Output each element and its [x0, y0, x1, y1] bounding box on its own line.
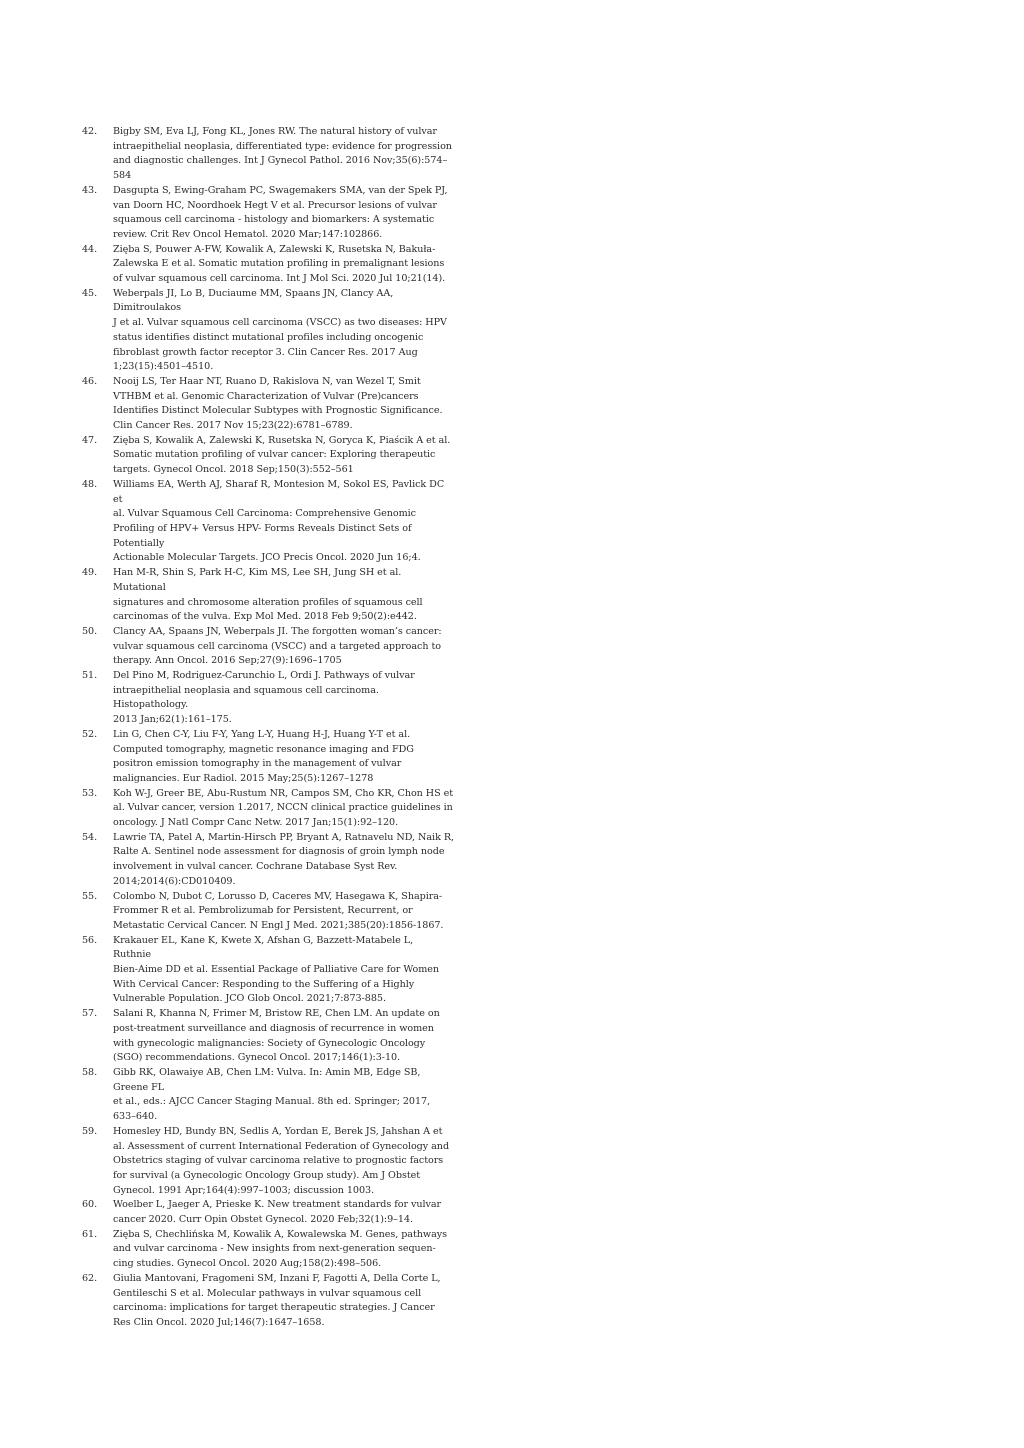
reference-text	[113, 831, 454, 890]
reference-line: 2013 Jan;62(1):161–175.	[113, 714, 232, 726]
reference-number: 49.	[82, 567, 98, 579]
reference-item	[82, 890, 454, 934]
reference-line: Gibb RK, Olawaiye AB, Chen LM: Vulva. In: Amin MB, Edge SB, Greene FL	[113, 1067, 421, 1093]
reference-text	[113, 243, 454, 287]
reference-item	[82, 566, 454, 625]
reference-line: malignancies. Eur Radiol. 2015 May;25(5):1267–1278	[113, 772, 374, 784]
reference-line: Actionable Molecular Targets. JCO Precis Oncol. 2020 Jun 16;4.	[113, 552, 421, 564]
reference-list	[82, 125, 454, 1331]
reference-line: Bigby SM, Eva LJ, Fong KL, Jones RW. The natural history of vulvar	[113, 126, 437, 137]
reference-item	[82, 669, 454, 728]
reference-line: Bien-Aime DD et al. Essential Package of Palliative Care for Women	[113, 964, 440, 976]
reference-line: Ralte A. Sentinel node assessment for diagnosis of groin lymph node	[113, 846, 445, 858]
reference-line: positron emission tomography in the management of vulvar	[113, 758, 402, 770]
reference-line: Clancy AA, Spaans JN, Weberpals JI. The forgotten woman’s cancer:	[113, 625, 442, 637]
reference-item	[82, 728, 454, 787]
reference-number: 44.	[82, 243, 98, 255]
reference-line: Weberpals JI, Lo B, Duciaume MM, Spaans JN, Clancy AA, Dimitroulakos	[113, 287, 394, 314]
reference-line: VTHBM et al. Genomic Characterization of Vulvar (Pre)cancers	[113, 390, 419, 402]
reference-line: signatures and chromosome alteration profiles of squamous cell	[113, 596, 423, 608]
reference-line: of vulvar squamous cell carcinoma. Int J Mol Sci. 2020 Jul 10;21(14).	[113, 273, 446, 285]
reference-line: post-treatment surveillance and diagnosis of recurrence in women	[113, 1022, 434, 1034]
reference-line: and diagnostic challenges. Int J Gynecol Pathol. 2016 Nov;35(6):574–584	[113, 155, 448, 182]
reference-line: Dasgupta S, Ewing-Graham PC, Swagemakers SMA, van der Spek PJ,	[113, 184, 448, 196]
reference-line: Profiling of HPV+ Versus HPV- Forms Reveals Distinct Sets of Potentially	[113, 522, 412, 549]
reference-number: 47.	[82, 434, 98, 446]
reference-text	[113, 1198, 454, 1227]
reference-text	[113, 728, 454, 787]
reference-line: squamous cell carcinoma - histology and biomarkers: A systematic	[113, 214, 435, 226]
reference-line: Zięba S, Chechlińska M, Kowalik A, Kowalewska M. Genes, pathways	[113, 1228, 447, 1240]
reference-line: review. Crit Rev Oncol Hematol. 2020 Mar;147:102866.	[113, 228, 383, 240]
reference-item	[82, 184, 454, 243]
reference-text	[113, 625, 454, 669]
reference-number: 58.	[82, 1067, 98, 1078]
reference-number: 56.	[82, 934, 98, 946]
reference-line: intraepithelial neoplasia and squamous cell carcinoma. Histopathology.	[113, 684, 379, 711]
reference-number: 59.	[82, 1125, 98, 1137]
reference-text	[113, 1272, 454, 1331]
reference-line: Krakauer EL, Kane K, Kwete X, Afshan G, Bazzett-Matabele L, Ruthnie	[113, 934, 414, 961]
reference-line: oncology. J Natl Compr Canc Netw. 2017 Jan;15(1):92–120.	[113, 817, 399, 829]
reference-line: Nooij LS, Ter Haar NT, Ruano D, Rakislova N, van Wezel T, Smit	[113, 375, 421, 387]
reference-text	[113, 669, 454, 728]
reference-line: 2014;2014(6):CD010409.	[113, 875, 236, 887]
reference-line: status identifies distinct mutational profiles including oncogenic	[113, 331, 424, 343]
reference-text	[113, 566, 454, 625]
reference-number: 55.	[82, 890, 98, 902]
reference-line: targets. Gynecol Oncol. 2018 Sep;150(3):552–561	[113, 464, 354, 476]
reference-number: 61.	[82, 1228, 98, 1240]
reference-number: 50.	[82, 625, 98, 637]
reference-line: Zięba S, Pouwer A-FW, Kowalik A, Zalewski K, Rusetska N, Bakuła-	[113, 243, 436, 255]
reference-item	[82, 1272, 454, 1331]
reference-text	[113, 184, 454, 243]
reference-line: Giulia Mantovani, Fragomeni SM, Inzani F, Fagotti A, Della Corte L,	[113, 1272, 441, 1284]
reference-line: Gentileschi S et al. Molecular pathways in vulvar squamous cell	[113, 1287, 422, 1299]
reference-text	[113, 1228, 454, 1272]
reference-text	[113, 125, 454, 184]
reference-line: carcinoma: implications for target therapeutic strategies. J Cancer	[113, 1302, 435, 1314]
reference-line: Clin Cancer Res. 2017 Nov 15;23(22):6781–6789.	[113, 420, 353, 432]
reference-line: Han M-R, Shin S, Park H-C, Kim MS, Lee SH, Jung SH et al. Mutational	[113, 567, 402, 593]
reference-line: Somatic mutation profiling of vulvar cancer: Exploring therapeutic	[113, 449, 436, 461]
reference-text	[113, 890, 454, 934]
reference-item	[82, 1125, 454, 1199]
reference-line: Lawrie TA, Patel A, Martin-Hirsch PP, Bryant A, Ratnavelu ND, Naik R,	[113, 831, 455, 843]
reference-line: involvement in vulval cancer. Cochrane Database Syst Rev.	[113, 861, 398, 873]
reference-item	[82, 1228, 454, 1272]
reference-line: carcinomas of the vulva. Exp Mol Med. 2018 Feb 9;50(2):e442.	[113, 611, 417, 623]
reference-line: vulvar squamous cell carcinoma (VSCC) and a targeted approach to	[113, 640, 442, 652]
reference-line: al. Vulvar cancer, version 1.2017, NCCN clinical practice guidelines in	[113, 802, 453, 814]
reference-line: Del Pino M, Rodriguez-Carunchio L, Ordi J. Pathways of vulvar	[113, 670, 415, 682]
reference-line: Zięba S, Kowalik A, Zalewski K, Rusetska N, Goryca K, Piaścik A et al.	[113, 434, 451, 446]
reference-number: 43.	[82, 184, 98, 196]
reference-line: Colombo N, Dubot C, Lorusso D, Caceres MV, Hasegawa K, Shapira-	[113, 890, 443, 902]
reference-line: Computed tomography, magnetic resonance imaging and FDG	[113, 743, 414, 755]
reference-line: Metastatic Cervical Cancer. N Engl J Med. 2021;385(20):1856-1867.	[113, 919, 444, 931]
reference-line: van Doorn HC, Noordhoek Hegt V et al. Precursor lesions of vulvar	[113, 199, 437, 211]
reference-line: Homesley HD, Bundy BN, Sedlis A, Yordan E, Berek JS, Jahshan A et	[113, 1125, 443, 1137]
reference-line: al. Assessment of current International Federation of Gynecology and	[113, 1140, 450, 1152]
reference-line: for survival (a Gynecologic Oncology Group study). Am J Obstet	[113, 1169, 421, 1181]
reference-number: 62.	[82, 1272, 98, 1284]
reference-text	[113, 787, 454, 831]
reference-item	[82, 625, 454, 669]
reference-item	[82, 1198, 454, 1227]
reference-text	[113, 287, 454, 375]
reference-item	[82, 375, 454, 434]
reference-text	[113, 934, 454, 1008]
reference-line: with gynecologic malignancies: Society of Gynecologic Oncology	[113, 1037, 426, 1049]
reference-number: 57.	[82, 1008, 98, 1020]
reference-item	[82, 243, 454, 287]
reference-line: (SGO) recommendations. Gynecol Oncol. 2017;146(1):3-10.	[113, 1052, 401, 1064]
reference-text	[113, 1007, 454, 1066]
reference-number: 54.	[82, 831, 98, 843]
reference-line: intraepithelial neoplasia, differentiated type: evidence for progression	[113, 140, 452, 152]
reference-line: Obstetrics staging of vulvar carcinoma relative to prognostic factors	[113, 1155, 444, 1167]
reference-line: et al., eds.: AJCC Cancer Staging Manual. 8th ed. Springer; 2017, 633–640.	[113, 1096, 431, 1123]
reference-number: 42.	[82, 126, 98, 137]
reference-line: fibroblast growth factor receptor 3. Clin Cancer Res. 2017 Aug	[113, 346, 418, 358]
reference-text	[113, 478, 454, 566]
reference-line: cing studies. Gynecol Oncol. 2020 Aug;158(2):498–506.	[113, 1258, 382, 1270]
reference-line: Lin G, Chen C-Y, Liu F-Y, Yang L-Y, Huang H-J, Huang Y-T et al.	[113, 728, 411, 740]
reference-line: Williams EA, Werth AJ, Sharaf R, Montesion M, Sokol ES, Pavlick DC et	[113, 478, 445, 505]
reference-item	[82, 934, 454, 1008]
reference-line: Zalewska E et al. Somatic mutation profiling in premalignant lesions	[113, 258, 445, 270]
reference-line: and vulvar carcinoma - New insights from next-generation sequen-	[113, 1243, 436, 1255]
reference-line: cancer 2020. Curr Opin Obstet Gynecol. 2020 Feb;32(1):9–14.	[113, 1214, 414, 1226]
reference-number: 51.	[82, 670, 98, 682]
reference-line: J et al. Vulvar squamous cell carcinoma (VSCC) as two diseases: HPV	[113, 317, 447, 329]
reference-line: therapy. Ann Oncol. 2016 Sep;27(9):1696–1705	[113, 655, 342, 667]
reference-item	[82, 434, 454, 478]
reference-number: 48.	[82, 478, 98, 490]
reference-item	[82, 478, 454, 566]
reference-line: 1;23(15):4501–4510.	[113, 361, 214, 373]
reference-number: 46.	[82, 375, 98, 387]
reference-line: Koh W-J, Greer BE, Abu-Rustum NR, Campos SM, Cho KR, Chon HS et	[113, 787, 454, 799]
reference-line: Identifies Distinct Molecular Subtypes with Prognostic Significance.	[113, 405, 443, 417]
reference-text	[113, 375, 454, 434]
reference-text	[113, 1066, 454, 1125]
reference-item	[82, 287, 454, 375]
reference-line: Woelber L, Jaeger A, Prieske K. New treatment standards for vulvar	[113, 1199, 442, 1211]
reference-number: 60.	[82, 1199, 98, 1211]
reference-line: al. Vulvar Squamous Cell Carcinoma: Comprehensive Genomic	[113, 508, 416, 520]
reference-line: With Cervical Cancer: Responding to the Suffering of a Highly	[113, 978, 415, 990]
reference-line: Salani R, Khanna N, Frimer M, Bristow RE, Chen LM. An update on	[113, 1008, 440, 1020]
reference-line: Gynecol. 1991 Apr;164(4):997–1003; discussion 1003.	[113, 1184, 375, 1196]
reference-number: 52.	[82, 728, 98, 740]
reference-item	[82, 1066, 454, 1125]
reference-item	[82, 125, 454, 184]
reference-item	[82, 1007, 454, 1066]
reference-line: Vulnerable Population. JCO Glob Oncol. 2021;7:873-885.	[113, 993, 386, 1005]
reference-number: 45.	[82, 287, 98, 299]
reference-line: Frommer R et al. Pembrolizumab for Persistent, Recurrent, or	[113, 905, 413, 917]
reference-item	[82, 831, 454, 890]
reference-item	[82, 787, 454, 831]
reference-number: 53.	[82, 787, 98, 799]
reference-text	[113, 1125, 454, 1199]
reference-line: Res Clin Oncol. 2020 Jul;146(7):1647–1658.	[113, 1316, 325, 1328]
reference-text	[113, 434, 454, 478]
